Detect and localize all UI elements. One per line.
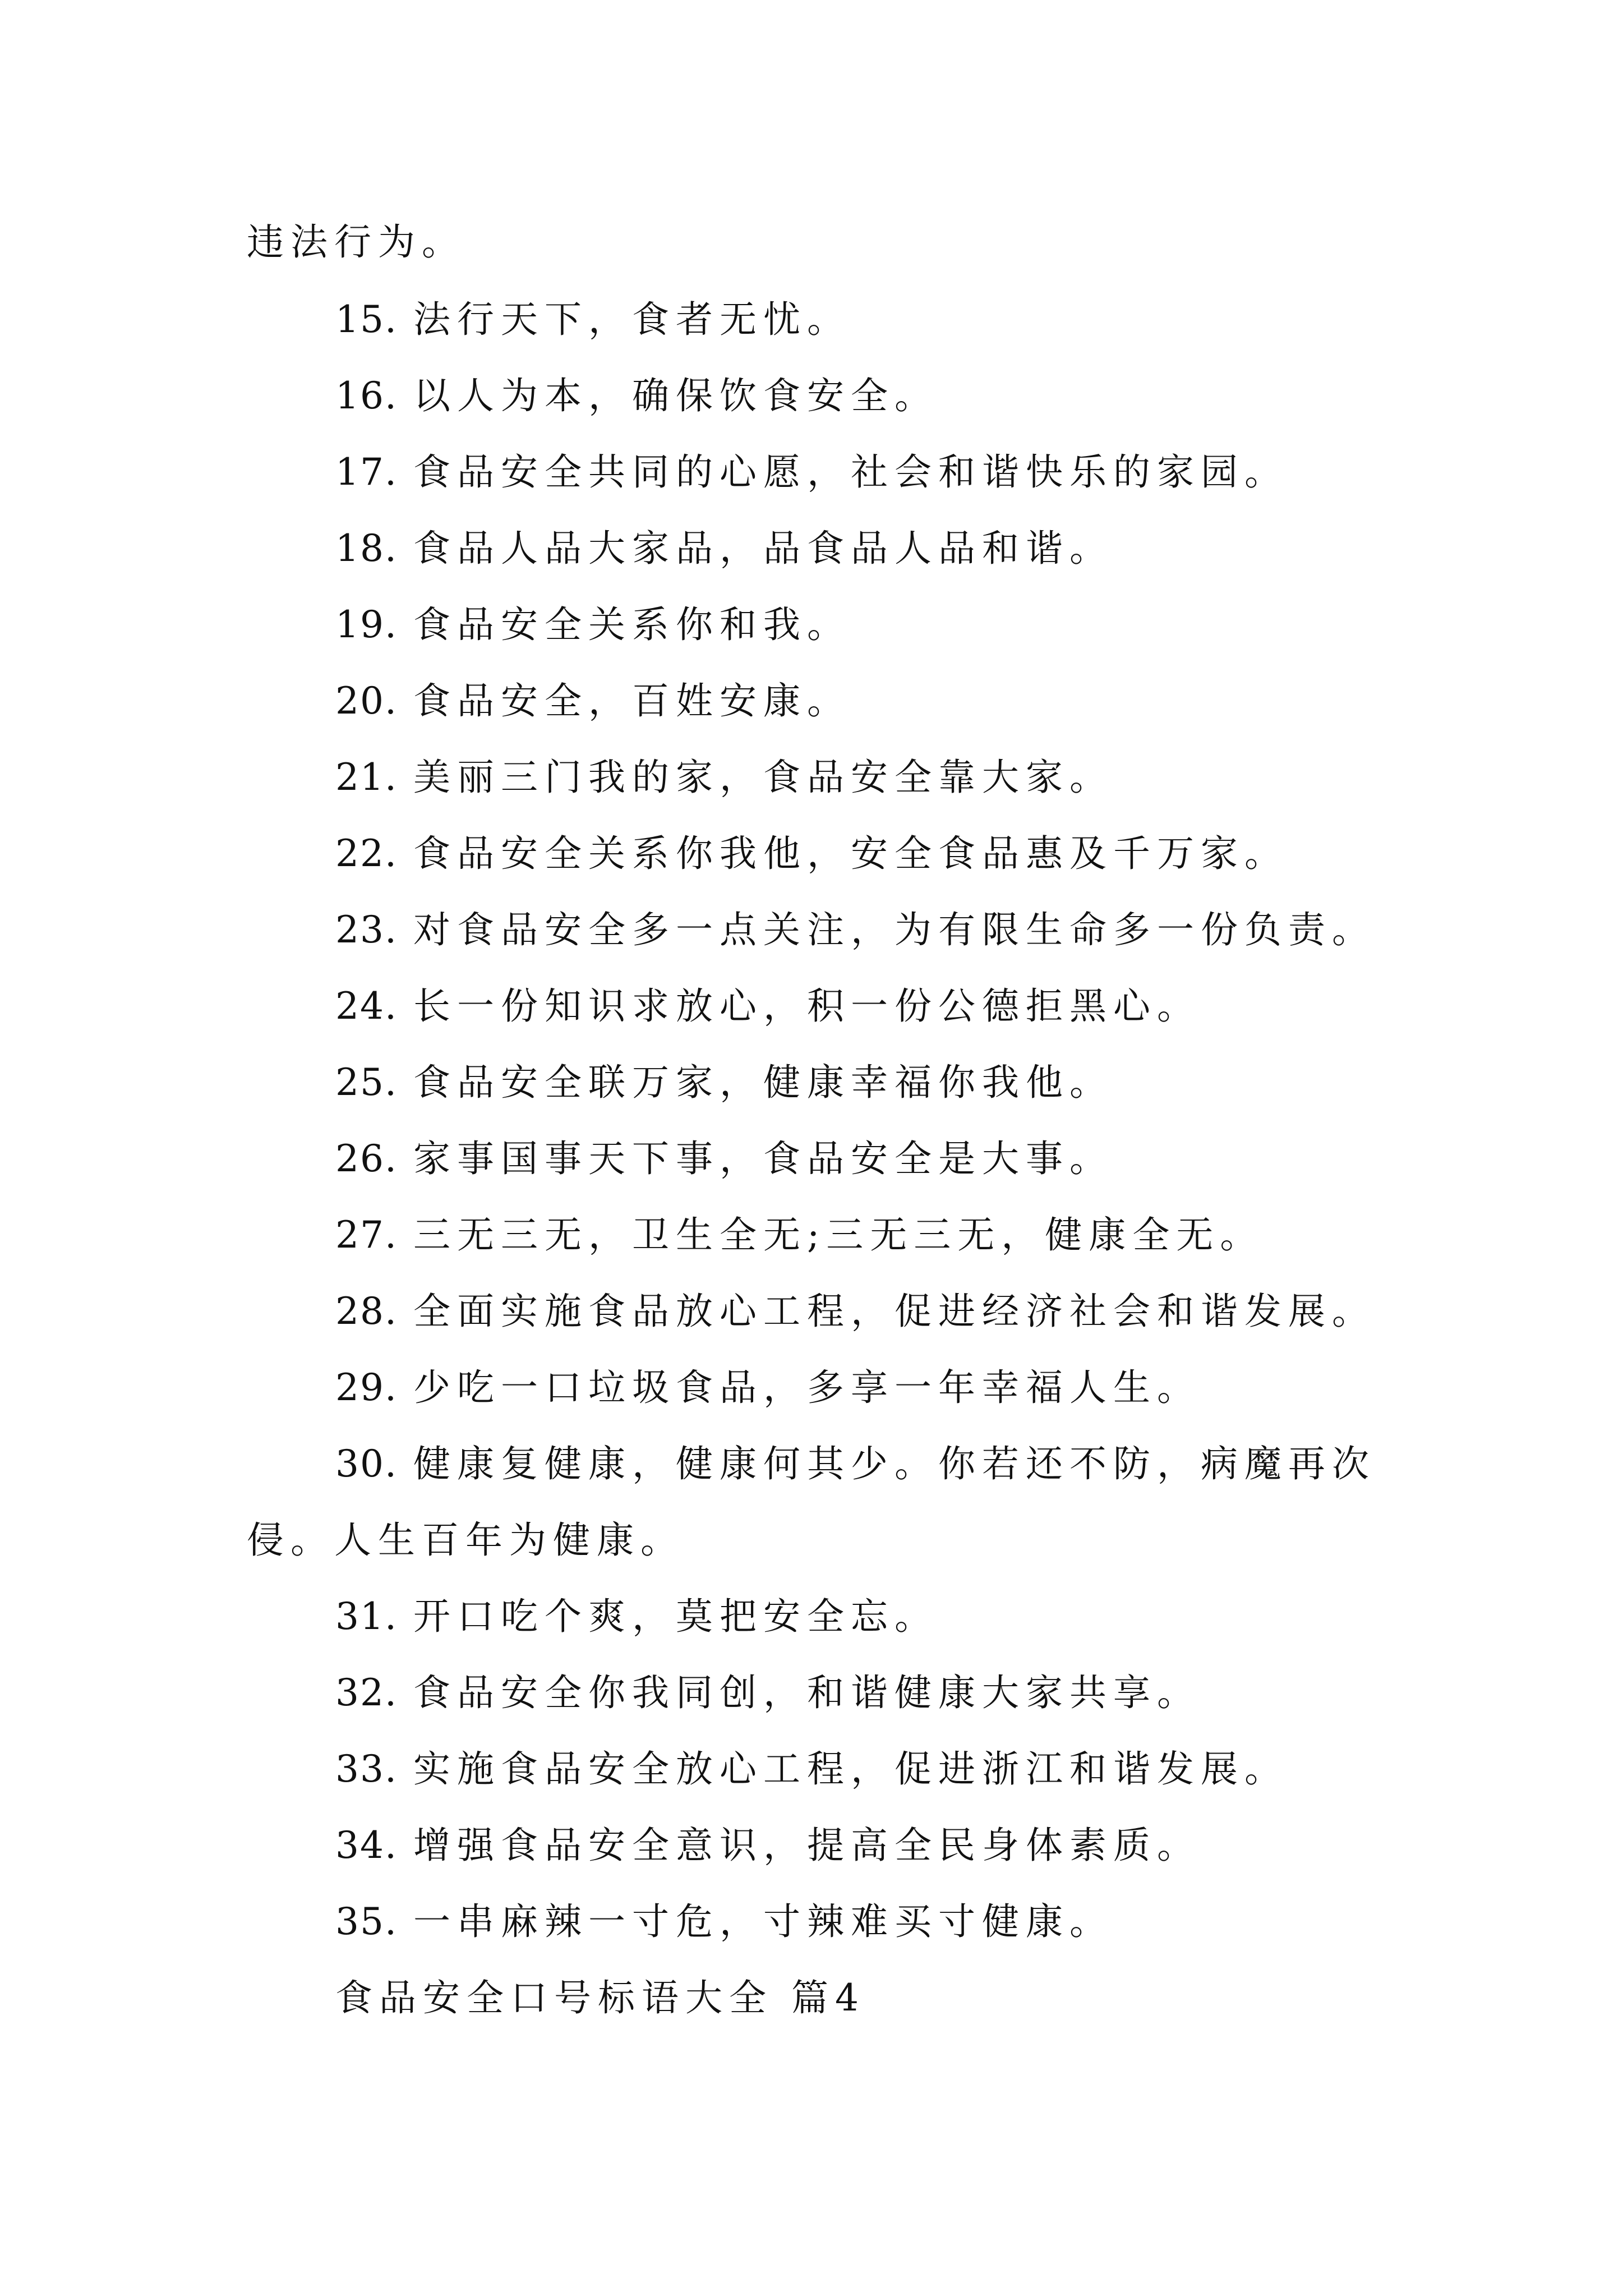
heading-text: 食品安全口号标语大全 篇4 [335, 1976, 865, 2019]
slogan-item [335, 1823, 1201, 1868]
item-number: 33. [335, 1747, 398, 1791]
item-text: 增强食品安全意识，提高全民身体素质。 [413, 1824, 1201, 1867]
item-number: 34. [335, 1824, 398, 1867]
slogan-item [335, 1747, 1288, 1792]
item-text: 少吃一口垃圾食品，多享一年幸福人生。 [413, 1366, 1201, 1409]
slogan-item [335, 374, 938, 418]
slogan-item [335, 602, 851, 647]
item-text: 食品安全关系你我他，安全食品惠及千万家。 [413, 832, 1288, 875]
item-text: 三无三无，卫生全无;三无三无，健康全无。 [413, 1213, 1264, 1257]
slogan-item [335, 450, 1288, 495]
slogan-item [335, 1671, 1201, 1715]
slogan-item [335, 831, 1288, 876]
item-text: 实施食品安全放心工程，促进浙江和谐发展。 [413, 1747, 1288, 1791]
item-text: 以人为本，确保饮食安全。 [413, 374, 938, 417]
item-number: 24. [335, 984, 398, 1028]
section-heading [335, 1976, 865, 2021]
item-number: 25. [335, 1061, 398, 1104]
item-text: 开口吃个爽，莫把安全忘。 [413, 1595, 938, 1638]
slogan-item [335, 526, 1113, 571]
slogan-item [335, 1365, 1201, 1410]
item-text: 一串麻辣一寸危，寸辣难买寸健康。 [413, 1900, 1113, 1943]
item-text: 对食品安全多一点关注，为有限生命多一份负责。 [413, 908, 1376, 951]
item-number: 16. [335, 374, 398, 417]
item-text: 食品安全共同的心愿，社会和谐快乐的家园。 [413, 450, 1288, 494]
item-number: 28. [335, 1290, 398, 1333]
item-number: 31. [335, 1595, 398, 1638]
item-text: 食品安全关系你和我。 [413, 603, 851, 646]
item-number: 26. [335, 1137, 398, 1180]
item-text: 长一份知识求放心，积一份公德拒黑心。 [413, 984, 1201, 1028]
text-line [247, 1518, 684, 1563]
item-number: 21. [335, 756, 398, 799]
slogan-item [335, 1899, 1113, 1944]
item-number: 29. [335, 1366, 398, 1409]
text-line [247, 220, 465, 265]
slogan-item [335, 679, 851, 724]
slogan-item [335, 1442, 1376, 1487]
item-number: 22. [335, 832, 398, 875]
item-number: 17. [335, 450, 398, 494]
slogan-item [335, 1594, 938, 1639]
slogan-item [335, 755, 1113, 800]
item-number: 18. [335, 527, 398, 570]
slogan-item [335, 984, 1201, 1029]
item-text: 食品安全，百姓安康。 [413, 679, 851, 723]
slogan-item [335, 1213, 1264, 1258]
slogan-item [335, 297, 851, 342]
item-number: 35. [335, 1900, 398, 1943]
item-text: 全面实施食品放心工程，促进经济社会和谐发展。 [413, 1290, 1376, 1333]
item-number: 15. [335, 298, 398, 341]
item-text: 美丽三门我的家，食品安全靠大家。 [413, 756, 1113, 799]
line-text: 违法行为。 [247, 220, 465, 264]
slogan-item [335, 1137, 1113, 1181]
item-number: 19. [335, 603, 398, 646]
item-text: 家事国事天下事，食品安全是大事。 [413, 1137, 1113, 1180]
item-text: 食品人品大家品，品食品人品和谐。 [413, 527, 1113, 570]
item-text: 食品安全你我同创，和谐健康大家共享。 [413, 1671, 1201, 1714]
item-text: 食品安全联万家，健康幸福你我他。 [413, 1061, 1113, 1104]
item-number: 30. [335, 1442, 398, 1485]
item-text: 法行天下，食者无忧。 [413, 298, 851, 341]
item-number: 23. [335, 908, 398, 951]
item-number: 27. [335, 1213, 398, 1257]
slogan-item [335, 1289, 1376, 1334]
line-text: 侵。人生百年为健康。 [247, 1519, 684, 1562]
item-text: 健康复健康，健康何其少。你若还不防，病魔再次 [413, 1442, 1376, 1485]
slogan-item [335, 1060, 1113, 1105]
item-number: 32. [335, 1671, 398, 1714]
slogan-item [335, 908, 1376, 953]
item-number: 20. [335, 679, 398, 723]
